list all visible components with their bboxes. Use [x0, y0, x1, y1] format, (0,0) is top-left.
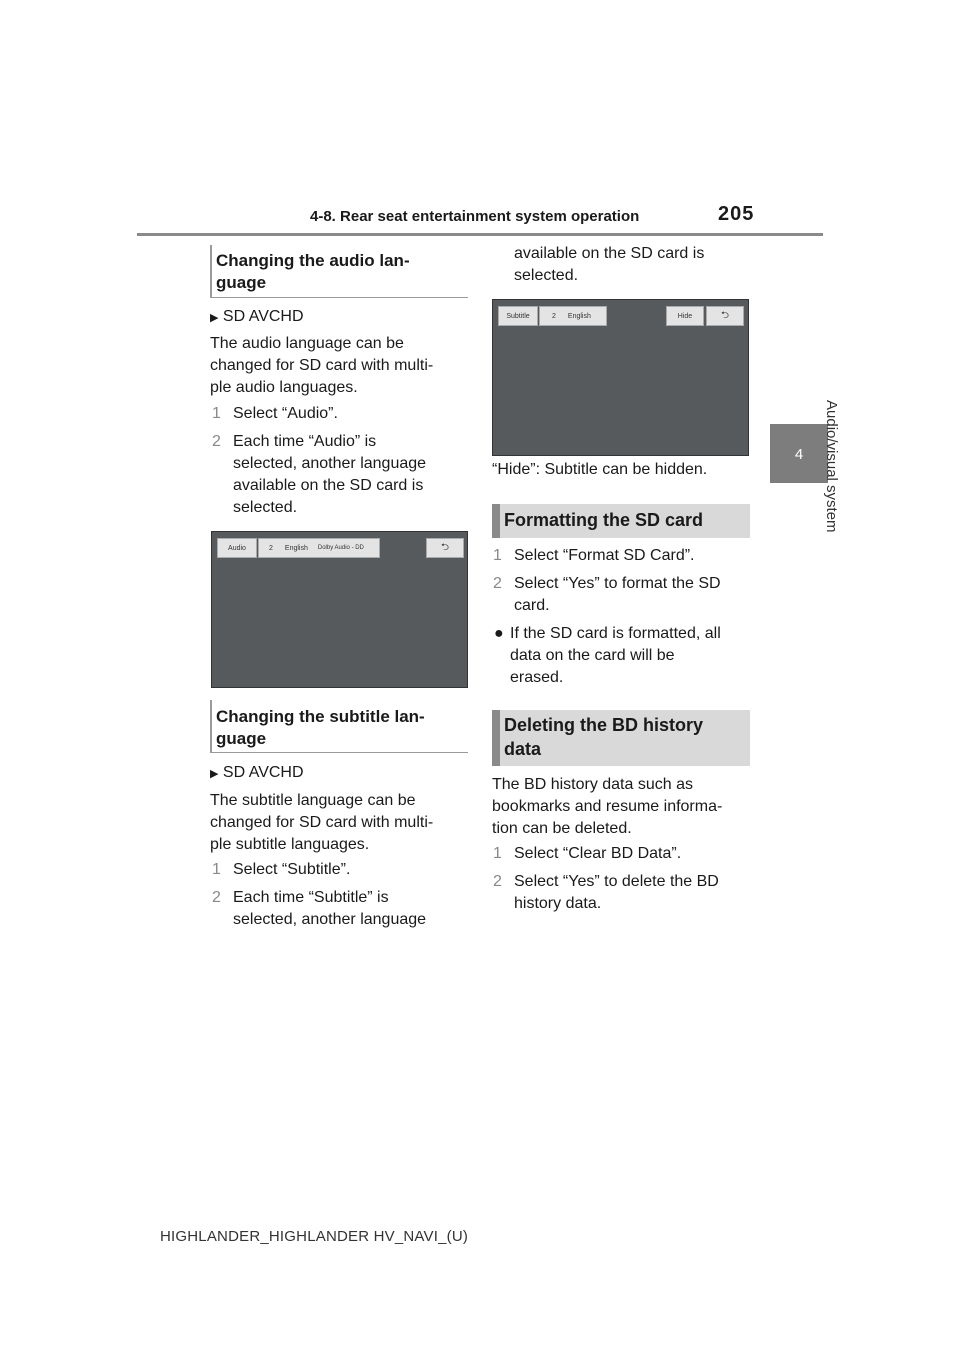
language-label: English [284, 544, 308, 552]
language-label: English [567, 312, 591, 320]
heading-bottom-rule [210, 752, 468, 753]
subtitle-bullet [210, 762, 304, 785]
subtitle-language-heading [216, 706, 466, 750]
step-text [233, 887, 473, 931]
hide-note: “Hide”: Subtitle can be hidden. [492, 461, 708, 478]
heading-line: Changing the subtitle lan- [216, 707, 425, 726]
subtitle-step-1 [212, 859, 221, 881]
bullet-text: SD AVCHD [222, 764, 304, 781]
formatting-heading: Formatting the SD card [492, 504, 750, 538]
step-line: selected, another language [233, 455, 427, 472]
footer-model-code: HIGHLANDER_HIGHLANDER HV_NAVI_(U) [160, 1228, 469, 1245]
step-text [233, 431, 473, 519]
step-number: 1 [212, 861, 221, 878]
note-line: If the SD card is formatted, all [510, 625, 721, 642]
step-number: 2 [493, 575, 502, 592]
step-number: 1 [493, 845, 502, 862]
chapter-number: 4 [794, 446, 804, 463]
track-number: 2 [552, 312, 556, 320]
step-line: Select “Yes” to format the SD [514, 575, 721, 592]
text-line: selected. [514, 267, 579, 284]
chapter-label-wrap [740, 400, 960, 590]
step-text: Select “Subtitle”. [233, 861, 351, 878]
format-note [510, 623, 750, 689]
bullet-text: SD AVCHD [222, 308, 304, 325]
audio-language-heading [216, 250, 466, 294]
step-line: Each time “Subtitle” is [233, 889, 389, 906]
section-title: 4-8. Rear seat entertainment system operation [310, 208, 640, 225]
step-line: card. [514, 597, 550, 614]
format-label: Dolby Audio - DD [317, 545, 364, 551]
format-step-2 [493, 573, 502, 595]
format-step-1 [493, 545, 502, 567]
audio-button[interactable]: Audio [217, 538, 257, 558]
back-icon[interactable]: ⮌ [706, 306, 744, 326]
heading-line: data [504, 739, 542, 759]
step-text: Select “Format SD Card”. [514, 547, 695, 564]
para-line: The subtitle language can be [210, 792, 416, 809]
subtitle-paragraph [210, 790, 470, 856]
heading-left-rule [210, 700, 212, 752]
page-number: 205 [718, 203, 755, 225]
note-line: data on the card will be [510, 647, 675, 664]
bd-step-2 [493, 871, 502, 893]
para-line: changed for SD card with multi- [210, 357, 434, 374]
chapter-label: Audio/visual system [823, 400, 840, 533]
heading-line: guage [216, 273, 267, 292]
bd-step-1 [493, 843, 502, 865]
para-line: bookmarks and resume informa- [492, 798, 723, 815]
heading-line: Changing the audio lan- [216, 251, 410, 270]
dot-bullet-icon: ● [494, 625, 504, 642]
track-number: 2 [269, 544, 273, 552]
text-line: available on the SD card is [514, 245, 705, 262]
step-number: 2 [493, 873, 502, 890]
back-icon[interactable]: ⮌ [426, 538, 464, 558]
step-text [514, 573, 754, 617]
step-number: 1 [493, 547, 502, 564]
step-line: Select “Yes” to delete the BD [514, 873, 719, 890]
para-line: ple subtitle languages. [210, 836, 370, 853]
step-line: selected. [233, 499, 298, 516]
audio-bullet [210, 306, 304, 329]
step-line: available on the SD card is [233, 477, 424, 494]
audio-screen-image [211, 531, 468, 688]
heading-line: Deleting the BD history [504, 715, 704, 735]
para-line: The BD history data such as [492, 776, 693, 793]
step-text [514, 871, 754, 915]
heading-bottom-rule [210, 297, 468, 298]
bd-paragraph [492, 774, 754, 840]
audio-step-2 [212, 431, 221, 453]
subtitle-button[interactable]: Subtitle [498, 306, 538, 326]
step-number: 1 [212, 405, 221, 422]
note-line: erased. [510, 669, 564, 686]
step-line: Each time “Audio” is [233, 433, 377, 450]
step-text: Select “Clear BD Data”. [514, 845, 682, 862]
step-line: history data. [514, 895, 602, 912]
para-line: ple audio languages. [210, 379, 358, 396]
para-line: The audio language can be [210, 335, 404, 352]
step-text: Select “Audio”. [233, 405, 338, 422]
step-number: 2 [212, 433, 221, 450]
hide-button[interactable]: Hide [666, 306, 704, 326]
continued-text [514, 243, 754, 287]
para-line: tion can be deleted. [492, 820, 632, 837]
para-line: changed for SD card with multi- [210, 814, 434, 831]
bd-history-heading [492, 710, 750, 766]
step-line: selected, another language [233, 911, 427, 928]
step-number: 2 [212, 889, 221, 906]
heading-left-rule [210, 245, 212, 297]
subtitle-step-2 [212, 887, 221, 909]
subtitle-info-box [539, 306, 607, 326]
audio-step-1 [212, 403, 221, 425]
subtitle-screen-image [492, 299, 749, 456]
header-rule [137, 233, 823, 236]
triangle-bullet-icon: ▶ [210, 768, 219, 780]
heading-line: guage [216, 729, 267, 748]
triangle-bullet-icon: ▶ [210, 312, 219, 324]
audio-info-box [258, 538, 380, 558]
audio-paragraph [210, 333, 470, 399]
